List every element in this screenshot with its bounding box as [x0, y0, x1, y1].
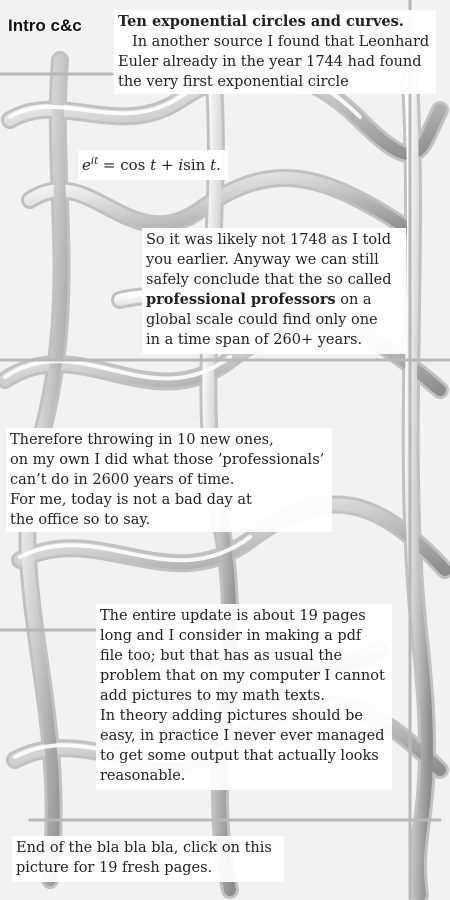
- text-line: For me, today is not a bad day at: [10, 492, 252, 508]
- footer-link-block[interactable]: [12, 836, 284, 882]
- text-block-2: [142, 228, 406, 354]
- text-line: easy, in practice I never ever managed: [100, 728, 385, 744]
- text-line: to get some output that actually looks: [100, 748, 379, 764]
- euler-formula: [82, 156, 221, 174]
- intro-line: In another source I found that Leonhard: [132, 34, 430, 50]
- text-line: file too; but that has as usual the: [100, 648, 343, 664]
- page-title: Intro c&c: [8, 16, 82, 35]
- text-line: on my own I did what those ’professionals’: [10, 452, 325, 468]
- text-block-4: [96, 604, 392, 790]
- text-line: [146, 290, 402, 310]
- formula-var-t: t: [150, 156, 157, 174]
- text-line: in a time span of 260+ years.: [146, 332, 363, 348]
- text-line: can’t do in 2600 years of time.: [10, 472, 235, 488]
- text-line: problem that on my computer I cannot: [100, 668, 385, 684]
- text-line: So it was likely not 1748 as I told: [146, 232, 392, 248]
- formula-exponent: it: [90, 156, 99, 167]
- formula-base: e: [82, 156, 91, 174]
- formula-equals-cos: = cos: [102, 156, 146, 174]
- text-line: long and I consider in making a pdf: [100, 628, 362, 644]
- text-line: you earlier. Anyway we can still: [146, 252, 379, 268]
- text-line: reasonable.: [100, 768, 186, 784]
- formula-sin: sin: [183, 156, 206, 174]
- text-line: the office so to say.: [10, 512, 151, 528]
- text-line: In theory adding pictures should be: [100, 708, 363, 724]
- bold-phrase: professional professors: [146, 291, 336, 308]
- formula-var-t: t: [210, 156, 217, 174]
- text-line: add pictures to my math texts.: [100, 688, 325, 704]
- footer-line[interactable]: End of the bla bla bla, click on this: [16, 840, 272, 856]
- footer-line[interactable]: picture for 19 fresh pages.: [16, 860, 213, 876]
- text-block-3: [6, 428, 332, 532]
- text-line: The entire update is about 19 pages: [100, 608, 366, 624]
- text-line: Therefore throwing in 10 new ones,: [10, 432, 274, 448]
- text-line: global scale could find only one: [146, 312, 378, 328]
- text-line: safely conclude that the so called: [146, 272, 392, 288]
- formula-imag-i: i: [178, 156, 184, 174]
- formula-period: .: [216, 156, 221, 174]
- text-fragment: on a: [335, 292, 372, 308]
- intro-block: [114, 10, 436, 94]
- intro-line: the very first exponential circle: [118, 74, 349, 90]
- formula-block: [78, 150, 228, 180]
- intro-heading: Ten exponential circles and curves.: [118, 13, 404, 30]
- intro-line: Euler already in the year 1744 had found: [118, 54, 422, 70]
- formula-plus: +: [160, 156, 174, 174]
